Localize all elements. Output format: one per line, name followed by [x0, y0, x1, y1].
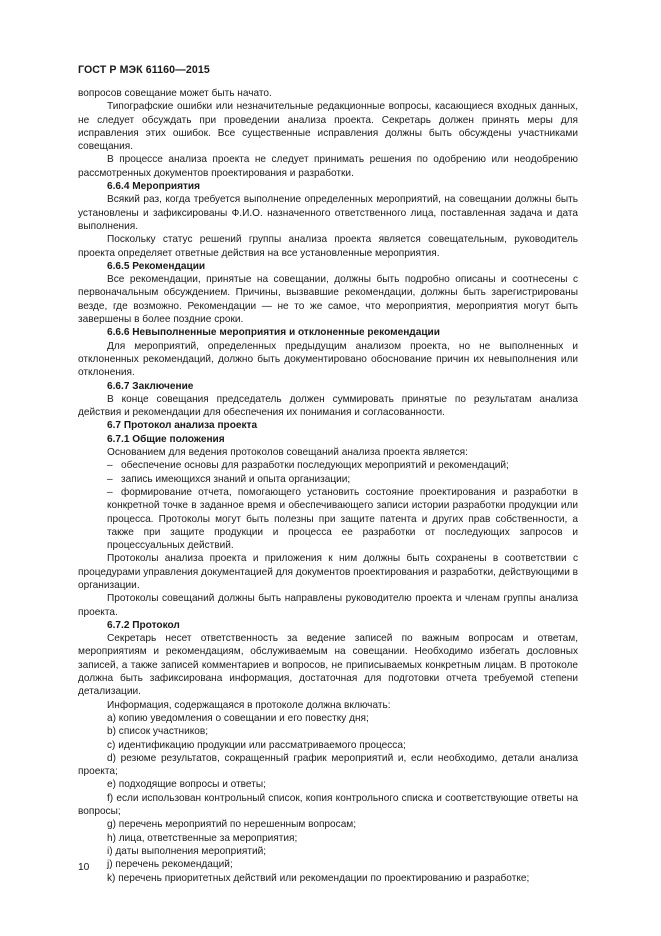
section-heading: 6.6.4 Мероприятия	[107, 181, 201, 193]
list-item-text: формирование отчета, помогающего установить состояние проектирования и разработки в конкретной точке в заданное время и обеспечивающего записи истории разработки продукции или процесса. Протоколы могут быть полезны при защите патента и других прав собственности, а также при защите продукции и процесса ее разработки от последующих запросов и процессуальных действий.	[107, 486, 578, 552]
list-item: d) резюме результатов, сокращенный график мероприятий и, если необходимо, детали анализа проекта;	[78, 752, 578, 778]
list-item: b) список участников;	[107, 726, 209, 738]
list-dash: –	[107, 460, 113, 472]
page-number: 10	[78, 862, 90, 873]
list-item-text: запись имеющихся знаний и опыта организации;	[121, 473, 351, 485]
section-heading: 6.7.1 Общие положения	[107, 433, 225, 445]
paragraph: Для мероприятий, определенных предыдущим анализом проекта, но не выполненных и отклоненных рекомендаций, должно быть документировано обоснование причин их невыполнения или отклонения.	[78, 340, 578, 379]
document-header: ГОСТ Р МЭК 61160—2015	[78, 64, 210, 76]
section-heading: 6.6.6 Невыполненные мероприятия и отклоненные рекомендации	[107, 327, 440, 339]
list-item: e) подходящие вопросы и ответы;	[107, 779, 266, 791]
paragraph: Основанием для ведения протоколов совещаний анализа проекта является:	[107, 447, 468, 459]
list-dash: –	[107, 486, 113, 498]
list-item: c) идентификацию продукции или рассматриваемого процесса;	[107, 739, 406, 751]
list-item: h) лица, ответственные за мероприятия;	[107, 832, 298, 844]
paragraph: вопросов совещание может быть начато.	[78, 88, 272, 99]
list-item-text: обеспечение основы для разработки последующих мероприятий и рекомендаций;	[121, 460, 509, 472]
paragraph: Информация, содержащаяся в протоколе должна включать:	[107, 699, 391, 711]
paragraph: Все рекомендации, принятые на совещании, должны быть подробно описаны и соотнесены с первоначальным обсуждением. Причины, вызвавшие рекомендации, должны быть зарегистрированы везде, где возможно. Рекомендации — не то же самое, что мероприятия, мероприятия могут быть завершены в более поздние сроки.	[78, 274, 578, 326]
section-heading: 6.6.7 Заключение	[107, 380, 194, 392]
list-item: f) если использован контрольный список, копия контрольного списка и соответствующие ответы на вопросы;	[78, 792, 578, 818]
list-dash: –	[107, 473, 113, 485]
section-heading: 6.7.2 Протокол	[107, 619, 180, 631]
paragraph: В конце совещания председатель должен суммировать принятые по результатам анализа действия и рекомендации для обеспечения их понимания и согласованности.	[78, 393, 578, 419]
section-heading: 6.6.5 Рекомендации	[107, 260, 206, 272]
list-item: j) перечень рекомендаций;	[107, 859, 233, 871]
paragraph: Секретарь несет ответственность за ведение записей по важным вопросам и ответам, мероприятиям и рекомендациям, обслуживаемым на совещании. Необходимо избегать дословных записей, а также записей комментариев и вопросов, не приписываемых конкретным лицам. В протоколе должна быть зафиксирована информация, достаточная для подготовки отчета требуемой степени детализации.	[78, 633, 578, 698]
list-item: a) копию уведомления о совещании и его повестку дня;	[107, 712, 369, 724]
section-heading: 6.7 Протокол анализа проекта	[107, 420, 258, 432]
list-item: i) даты выполнения мероприятий;	[107, 845, 267, 857]
paragraph: Поскольку статус решений группы анализа проекта является совещательным, руководитель проекта определяет ответные действия на все установленные мероприятия.	[78, 234, 578, 259]
paragraph: В процессе анализа проекта не следует принимать решения по одобрению или неодобрению рассмотренных документов проектирования и разработки.	[78, 154, 578, 179]
dash-list-item	[78, 486, 578, 552]
paragraph: Протоколы анализа проекта и приложения к ним должны быть сохранены в соответствии с процедурами управления документацией для документов проектирования и разработки, действующими в организации.	[78, 553, 578, 591]
paragraph: Протоколы совещаний должны быть направлены руководителю проекта и членам группы анализа проекта.	[78, 593, 578, 618]
document-body	[78, 87, 578, 885]
paragraph: Всякий раз, когда требуется выполнение определенных мероприятий, на совещании должны быть установлены и зафиксированы Ф.И.О. назначенного ответственного лица, поставленная задача и дата выполнения.	[78, 194, 578, 232]
paragraph: Типографские ошибки или незначительные редакционные вопросы, касающиеся входных данных, не следует обсуждать при проведении анализа проекта. Секретарь должен принять меры для исправления этих ошибок. Все существенные исправления должны быть обсуждены участниками совещания.	[78, 101, 578, 153]
dash-list-item	[78, 459, 578, 472]
list-item: g) перечень мероприятий по нерешенным вопросам;	[107, 819, 357, 831]
dash-list-item	[78, 473, 578, 486]
list-item: k) перечень приоритетных действий или рекомендации по проектированию и разработке;	[107, 872, 530, 884]
